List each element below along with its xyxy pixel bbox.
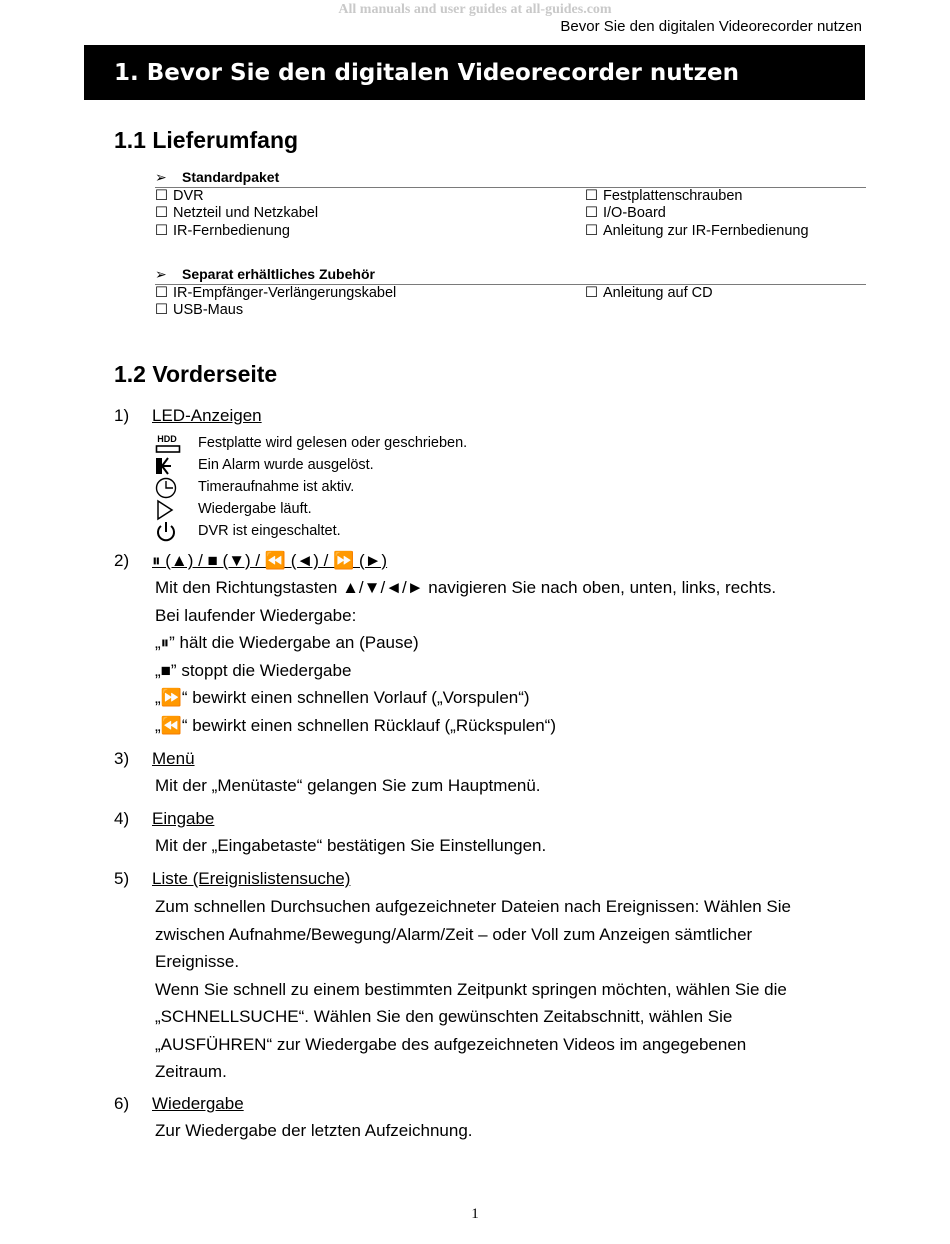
chapter-title-bar [84, 45, 865, 100]
item-number: 5) [114, 869, 130, 888]
led-row-alarm [155, 455, 655, 477]
optional-accessories-heading [155, 266, 866, 285]
hdd-icon-label: HDD [157, 434, 177, 444]
package-item-label: IR-Empfänger-Verlängerungskabel [173, 285, 397, 301]
item-number: 6) [114, 1094, 130, 1113]
checkbox-icon: ☐ [155, 223, 168, 239]
section-title-lieferumfang: 1.1 Lieferumfang [114, 127, 299, 153]
body-line: „⏸” hält die Wiedergabe an (Pause) [155, 633, 419, 652]
checkbox-icon: ☐ [585, 285, 598, 301]
play-icon [155, 499, 181, 521]
package-item-label: IR-Fernbedienung [173, 223, 290, 239]
package-item [585, 188, 742, 206]
chapter-title: 1. Bevor Sie den digitalen Videorecorder nutzen [114, 59, 739, 86]
package-item [155, 302, 243, 320]
package-item [585, 205, 666, 223]
led-row-power [155, 521, 655, 543]
item-title-playback: Wiedergabe [152, 1094, 244, 1113]
package-item [585, 223, 809, 241]
power-icon [155, 521, 181, 543]
body-line: „■” stoppt die Wiedergabe [155, 660, 352, 680]
body-line: Zur Wiedergabe der letzten Aufzeichnung. [155, 1121, 473, 1140]
package-item-label: Anleitung auf CD [603, 285, 713, 301]
body-line: „SCHNELLSUCHE“. Wählen Sie den gewünschten Zeitabschnitt, wählen Sie [155, 1007, 733, 1026]
arrow-bullet-icon: ➢ [155, 169, 167, 185]
led-row-hdd [155, 433, 655, 455]
package-item-label: Anleitung zur IR-Fernbedienung [603, 223, 809, 239]
body-line: Wenn Sie schnell zu einem bestimmten Zeitpunkt springen möchten, wählen Sie die [155, 979, 787, 999]
package-item [155, 188, 204, 206]
package-item [155, 205, 318, 223]
package-item-label: DVR [173, 188, 204, 204]
body-line: „⏩“ bewirkt einen schnellen Vorlauf („Vorspulen“) [155, 688, 530, 707]
item-title-direction-keys: ⏸ (▲) / ■ (▼) / ⏪ (◄) / ⏩ (►) [152, 551, 388, 570]
body-line: Zeitraum. [155, 1062, 227, 1081]
body-line: Ereignisse. [155, 952, 240, 971]
item-body-enter [155, 832, 855, 860]
package-item [155, 285, 396, 303]
led-description: Wiedergabe läuft. [198, 501, 312, 517]
checkbox-icon: ☐ [585, 205, 598, 221]
body-line: Zum schnellen Durchsuchen aufgezeichneter Dateien nach Ereignissen: Wählen Sie [155, 897, 791, 916]
package-item-label: USB-Maus [173, 302, 244, 318]
package-item-label: Netzteil und Netzkabel [173, 205, 319, 221]
item-body-playback [155, 1117, 855, 1145]
package-item-label: I/O-Board [603, 205, 666, 221]
item-number: 2) [114, 551, 130, 570]
led-description: Festplatte wird gelesen oder geschrieben. [198, 435, 468, 451]
body-line: „AUSFÜHREN“ zur Wiedergabe des aufgezeichneten Videos im angegebenen [155, 1034, 747, 1054]
body-line: Bei laufender Wiedergabe: [155, 605, 357, 625]
item-number: 1) [114, 406, 130, 425]
arrow-bullet-icon: ➢ [155, 266, 167, 282]
package-item-label: Festplattenschrauben [603, 188, 743, 204]
page-number: 1 [471, 1206, 479, 1222]
package-item [585, 285, 713, 303]
body-line: Mit der „Menütaste“ gelangen Sie zum Hauptmenü. [155, 776, 541, 795]
led-description: Ein Alarm wurde ausgelöst. [198, 457, 374, 473]
checkbox-icon: ☐ [155, 205, 168, 221]
running-header: Bevor Sie den digitalen Videorecorder nutzen [560, 18, 862, 35]
body-line: zwischen Aufnahme/Bewegung/Alarm/Zeit – oder Voll zum Anzeigen sämtlicher [155, 924, 753, 944]
timer-icon [155, 477, 181, 499]
checkbox-icon: ☐ [585, 188, 598, 204]
item-body-direction-keys [155, 574, 855, 739]
item-title-list: Liste (Ereignislistensuche) [152, 869, 351, 888]
section-title-vorderseite: 1.2 Vorderseite [114, 361, 278, 387]
optional-accessories-label: Separat erhältliches Zubehör [182, 266, 375, 282]
hdd-icon [155, 433, 181, 455]
item-body-list [155, 893, 855, 1086]
item-number: 4) [114, 809, 130, 828]
standard-package-heading [155, 169, 866, 188]
item-body-menu [155, 772, 855, 800]
package-item [155, 223, 290, 241]
checkbox-icon: ☐ [585, 223, 598, 239]
led-row-timer [155, 477, 655, 499]
standard-package-label: Standardpaket [182, 169, 280, 185]
led-description: DVR ist eingeschaltet. [198, 523, 341, 539]
checkbox-icon: ☐ [155, 302, 168, 318]
item-title-enter: Eingabe [152, 809, 215, 828]
item-title-menu: Menü [152, 749, 195, 768]
item-number: 3) [114, 749, 130, 768]
body-line: Mit den Richtungstasten ▲/▼/◄/► navigieren Sie nach oben, unten, links, rechts. [155, 578, 777, 597]
led-description: Timeraufnahme ist aktiv. [198, 479, 355, 495]
checkbox-icon: ☐ [155, 285, 168, 301]
checkbox-icon: ☐ [155, 188, 168, 204]
watermark: All manuals and user guides at all-guides.com [338, 2, 612, 17]
alarm-icon [155, 455, 181, 477]
item-title-led: LED-Anzeigen [152, 406, 262, 425]
body-line: Mit der „Eingabetaste“ bestätigen Sie Einstellungen. [155, 836, 547, 855]
led-row-play [155, 499, 655, 521]
body-line: „⏪“ bewirkt einen schnellen Rücklauf („Rückspulen“) [155, 715, 556, 735]
